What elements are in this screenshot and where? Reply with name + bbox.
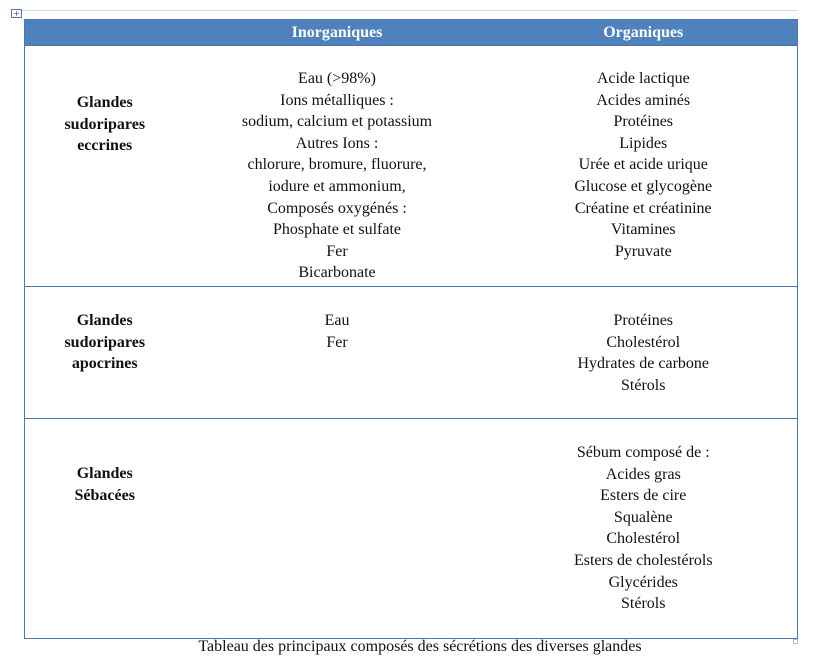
row-label-line: Glandes: [76, 465, 133, 482]
header-row: [25, 20, 798, 46]
compound-item: Protéines: [613, 312, 674, 329]
organiques-cell: [490, 419, 798, 639]
compound-item: Protéines: [613, 113, 674, 131]
compound-item: Urée et acide urique: [578, 156, 708, 174]
compound-item: Stérols: [621, 376, 666, 394]
table-row: [25, 419, 798, 639]
compound-item: sodium, calcium et potassium: [241, 113, 433, 131]
compound-item: Hydrates de carbone: [577, 355, 709, 373]
row-label-line: Glandes: [76, 94, 133, 111]
paragraph-mark-icon: [793, 639, 798, 644]
compound-item: Eau: [324, 312, 350, 329]
table-caption: Tableau des principaux composés des sécrétions des diverses glandes: [198, 638, 642, 655]
compound-item: Stérols: [621, 595, 666, 613]
header-inorganiques: Inorganiques: [185, 20, 490, 46]
header-organiques: Organiques: [490, 20, 798, 46]
row-label-line: Sébacées: [74, 486, 135, 504]
compound-item: Fer: [326, 333, 348, 351]
row-label-line: apocrines: [71, 355, 138, 373]
compound-item: Glucose et glycogène: [574, 177, 713, 195]
row-label-line: sudoripares: [64, 333, 146, 351]
compound-item: Créatine et créatinine: [574, 199, 712, 217]
compound-item: Esters de cholestérols: [573, 551, 713, 569]
row-label-line: sudoripares: [64, 115, 146, 133]
compound-item: chlorure, bromure, fluorure,: [247, 156, 427, 174]
header-empty-cell: [25, 20, 185, 46]
row-label-line: eccrines: [77, 137, 133, 155]
compound-item: Fer: [326, 242, 348, 260]
compound-item: Composés oxygénés :: [267, 199, 407, 217]
compound-item: Cholestérol: [606, 333, 681, 351]
compound-item: Autres Ions :: [295, 134, 379, 152]
compound-item: iodure et ammonium,: [268, 177, 406, 195]
compound-item: Squalène: [613, 508, 673, 526]
compound-item: Eau (>98%): [298, 70, 376, 87]
compound-item: Ions métalliques :: [280, 91, 394, 109]
row-label-cell: [25, 419, 185, 639]
top-rule: [22, 10, 798, 11]
compound-item: Sébum composé de :: [576, 444, 710, 461]
organiques-cell: [490, 287, 798, 419]
secretions-table: [24, 19, 798, 639]
compound-item: Bicarbonate: [298, 264, 376, 282]
compound-item: Phosphate et sulfate: [273, 221, 401, 239]
compound-item: Vitamines: [610, 221, 676, 239]
inorganiques-cell: [185, 419, 490, 639]
row-label-cell: [25, 287, 185, 419]
compound-item: Cholestérol: [606, 530, 681, 548]
compound-item: Lipides: [619, 134, 668, 152]
table-row: [25, 46, 798, 287]
compound-item: Acides aminés: [596, 91, 691, 109]
table-move-handle-icon[interactable]: +: [11, 9, 22, 18]
compound-item: Acides gras: [605, 465, 681, 483]
compound-item: Esters de cire: [600, 487, 687, 505]
row-label-line: Glandes: [76, 312, 133, 329]
row-label-cell: [25, 46, 185, 287]
compound-item: Acide lactique: [596, 70, 690, 87]
organiques-cell: [490, 46, 798, 287]
inorganiques-cell: [185, 287, 490, 419]
table-row: [25, 287, 798, 419]
compound-item: Glycérides: [608, 573, 678, 591]
inorganiques-cell: [185, 46, 490, 287]
compound-item: Pyruvate: [614, 242, 672, 260]
